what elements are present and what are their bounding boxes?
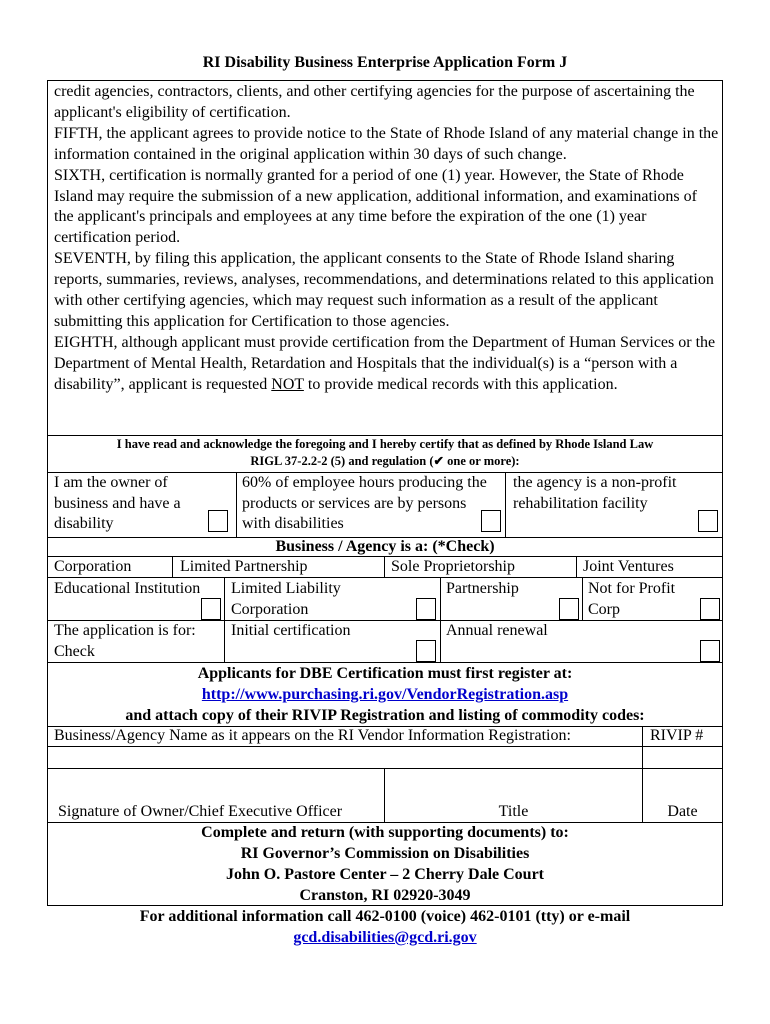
llc-label: Limited Liability Corporation — [231, 580, 341, 618]
nonprofit-facility-checkbox[interactable] — [698, 510, 718, 532]
annual-renewal-label: Annual renewal — [446, 622, 548, 639]
rivip-label: RIVIP # — [650, 727, 704, 744]
initial-certification-label: Initial certification — [231, 622, 351, 639]
return-line-3: John O. Pastore Center – 2 Cherry Dale Court — [225, 866, 545, 883]
divider — [440, 577, 441, 620]
page-title: RI Disability Business Enterprise Application Form J — [202, 54, 568, 71]
signature-label: Signature of Owner/Chief Executive Officer — [58, 803, 343, 820]
footer-info — [0, 906, 770, 948]
ack-line-2-end: one or more): — [444, 454, 520, 468]
rivip-field[interactable] — [643, 747, 722, 768]
business-name-field[interactable] — [48, 747, 642, 768]
divider — [236, 472, 237, 537]
joint-ventures-label: Joint Ventures — [583, 558, 674, 575]
divider — [576, 556, 577, 577]
sole-proprietorship-label: Sole Proprietorship — [391, 558, 515, 575]
nonprofit-corp-label: Not for Profit Corp — [588, 580, 676, 618]
educational-institution-checkbox[interactable] — [201, 598, 221, 620]
footer-info-text: For additional information call 462-0100 (voice) 462-0101 (tty) or e-mail — [139, 908, 631, 925]
checkmark-icon: ✔ — [433, 454, 445, 468]
llc-checkbox[interactable] — [416, 598, 436, 620]
acknowledgement — [48, 436, 722, 470]
title-label: Title — [498, 803, 529, 820]
ack-line-2 — [48, 453, 722, 470]
eighth-not: NOT — [271, 375, 304, 393]
employee-hours-option-label: 60% of employee hours producing the products or services are by persons with disabilities — [242, 474, 487, 532]
corporation-label: Corporation — [54, 558, 132, 575]
initial-certification-checkbox[interactable] — [416, 640, 436, 662]
limited-partnership-label: Limited Partnership — [180, 558, 308, 575]
educational-institution-label: Educational Institution — [54, 580, 201, 597]
ack-line-2-text: RIGL 37-2.2-2 (5) and regulation ( — [250, 454, 434, 468]
divider — [224, 620, 225, 662]
dbe-line-3: and attach copy of their RIVIP Registration and listing of commodity codes: — [125, 707, 645, 724]
business-type-header: Business / Agency is a: (*Check) — [275, 538, 495, 555]
signature-field[interactable] — [48, 769, 384, 799]
paragraph-continued: credit agencies, contractors, clients, and other certifying agencies for the purpose of ascertaining the applicant's eligibility of certification. — [54, 83, 695, 121]
paragraph-sixth: SIXTH, certification is normally granted for a period of one (1) year. However, the State of Rhode Island may require the submission of a new application, additional information, and examinations of the applicant's principals and employees at any time before the expiration of the one (1) year certification period. — [54, 166, 697, 247]
divider — [582, 577, 583, 620]
divider — [505, 472, 506, 537]
owner-option-label: I am the owner of business and have a disability — [54, 474, 181, 532]
return-line-2: RI Governor’s Commission on Disabilities — [240, 845, 530, 862]
divider — [384, 556, 385, 577]
divider — [440, 620, 441, 662]
business-name-label: Business/Agency Name as it appears on the RI Vendor Information Registration: — [54, 727, 571, 744]
divider — [224, 577, 225, 620]
owner-checkbox[interactable] — [208, 510, 228, 532]
annual-renewal-checkbox[interactable] — [700, 640, 720, 662]
nonprofit-facility-option-label: the agency is a non-profit rehabilitation facility — [513, 474, 677, 512]
application-for-label: The application is for: Check — [54, 622, 196, 660]
return-line-4: Cranston, RI 02920-3049 — [299, 887, 471, 904]
return-address — [47, 822, 723, 906]
title-field[interactable] — [385, 769, 642, 799]
partnership-checkbox[interactable] — [559, 598, 579, 620]
dbe-link-wrap — [47, 684, 723, 705]
dbe-line-1: Applicants for DBE Certification must first register at: — [197, 665, 573, 682]
email-link[interactable]: gcd.disabilities@gcd.ri.gov — [293, 929, 477, 946]
paragraph-fifth: FIFTH, the applicant agrees to provide notice to the State of Rhode Island of any material change in the information contained in the original application within 30 days of such change. — [54, 124, 719, 163]
eighth-text-end: to provide medical records with this application. — [303, 375, 618, 393]
eighth-text: EIGHTH, although applicant must provide certification from the Department of Human Services or the Department of Mental Health, Retardation and Hospitals that the individual(s) is a “person with a disability”, applicant is requested — [54, 333, 716, 393]
terms-text — [54, 82, 719, 396]
nonprofit-corp-checkbox[interactable] — [700, 598, 720, 620]
dbe-notice — [47, 663, 723, 726]
partnership-label: Partnership — [446, 580, 519, 597]
return-line-1: Complete and return (with supporting documents) to: — [201, 824, 569, 841]
paragraph-seventh: SEVENTH, by filing this application, the applicant consents to the State of Rhode Island sharing reports, summaries, reviews, analyses, recommendations, and determinations related to this application with other certifying agencies, which may request such information as a result of the applicant submitting this application for Certification to those agencies. — [54, 250, 714, 330]
ack-line-1: I have read and acknowledge the foregoing and I hereby certify that as defined by Rhode Island Law — [116, 437, 654, 451]
paragraph-eighth — [54, 333, 719, 396]
footer-email-wrap — [0, 927, 770, 948]
date-field[interactable] — [643, 769, 722, 799]
divider — [172, 556, 173, 577]
employee-hours-checkbox[interactable] — [481, 510, 501, 532]
vendor-registration-link[interactable]: http://www.purchasing.ri.gov/VendorRegistration.asp — [201, 686, 569, 703]
date-label: Date — [667, 803, 698, 820]
